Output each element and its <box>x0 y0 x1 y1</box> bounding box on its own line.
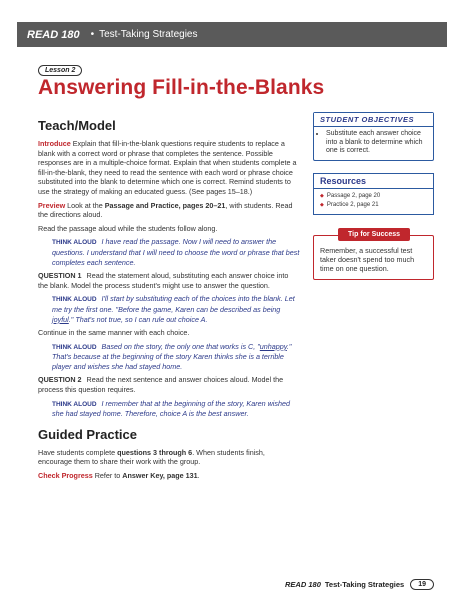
think-aloud-4-text: I remember that at the beginning of the story, Karen wished she had stayed home. Therefore, choice A is the best answer. <box>52 398 290 419</box>
preview-paragraph <box>38 201 300 220</box>
preview-label: Preview <box>38 200 66 210</box>
guided-paragraph <box>38 448 300 467</box>
header-brand: READ 180 <box>27 28 80 41</box>
resources-heading: Resources <box>314 174 433 189</box>
think-aloud-label: THINK ALOUD <box>52 296 97 304</box>
preview-text-b: , with students. Read the directions aloud. <box>38 200 293 220</box>
tip-text: Remember, a successful test taker doesn't spend too much time on one question. <box>320 245 415 273</box>
lesson-tag: Lesson 2 <box>38 65 82 76</box>
tip-badge: Tip for Success <box>338 228 410 241</box>
guided-practice-heading: Guided Practice <box>38 426 137 442</box>
objectives-list <box>314 130 433 156</box>
think-aloud-3-text-a: Based on the story, the only one that works is C, " <box>99 341 260 351</box>
footer-section: Test-Taking Strategies <box>324 579 405 589</box>
think-aloud-2-underlined: joyful <box>52 314 69 324</box>
page-number: 19 <box>410 579 434 590</box>
think-aloud-label: THINK ALOUD <box>52 400 97 408</box>
think-aloud-3-underlined: unhappy <box>259 341 287 351</box>
check-text-a: Refer to <box>92 471 123 481</box>
teach-model-heading: Teach/Model <box>38 118 116 133</box>
think-aloud-2-text-a: I'll start by substituting each of the choices into the blank. Let me try the first one. "Before the game, Karen can be described as being <box>52 294 295 314</box>
continue-paragraph: Continue in the same manner with each choice. <box>38 328 190 338</box>
preview-text-a: Look at the <box>65 200 105 210</box>
think-aloud-2-text-b: ." That's not true, so I can rule out choice A. <box>68 314 208 324</box>
think-aloud-1-text: I have read the passage. Now I will need to answer the questions. I understand that I will need to choose the word or phrase that best completes each sentence. <box>52 237 300 267</box>
preview-bold: Passage and Practice, pages 20–21 <box>104 200 226 210</box>
student-objectives-box <box>313 112 434 161</box>
think-aloud-label: THINK ALOUD <box>52 343 97 351</box>
resources-list <box>314 192 433 210</box>
page-title: Answering Fill-in-the-Blanks <box>38 76 325 99</box>
objectives-heading: STUDENT OBJECTIVES <box>314 113 433 127</box>
resource-item: ◆ Passage 2, page 20 <box>320 192 427 201</box>
objective-item: • Substitute each answer choice into a blank to determine which one is correct. <box>326 130 427 156</box>
think-aloud-4 <box>38 399 300 419</box>
question-1-paragraph <box>38 271 300 290</box>
question-2-paragraph <box>38 375 300 394</box>
main-content <box>38 118 300 485</box>
introduce-text: Explain that fill-in-the-blank questions require students to replace a blank with a correct word or phrase that completes the sentence. Possible responses are in a multiple-choice format. Explain that when students complete a fill-in-the-blank, they need to read the sentence with each word or phrase choice substituted into the blank to determine which one is correct. Remind students to use the strategy of making an educated guess. (See pages 15–18.) <box>38 139 297 196</box>
introduce-label: Introduce <box>38 139 71 148</box>
read-aloud-paragraph: Read the passage aloud while the students follow along. <box>38 223 218 233</box>
footer-brand: READ 180 <box>285 579 321 589</box>
question-1-text: Read the statement aloud, substituting each answer choice into the blank. Model the process student's might use to answer the question. <box>38 271 289 290</box>
sidebar <box>313 112 434 280</box>
running-header <box>17 22 447 47</box>
think-aloud-3 <box>38 342 300 372</box>
check-text-b: . <box>197 471 200 481</box>
guided-bold: questions 3 through 6 <box>117 447 193 457</box>
think-aloud-2 <box>38 294 300 324</box>
question-2-text: Read the next sentence and answer choices aloud. Model the process this question requires. <box>38 375 284 395</box>
check-bold: Answer Key, page 131 <box>122 471 198 481</box>
check-progress-paragraph <box>38 471 300 481</box>
guided-text-b: . When students finish, encourage them to share their work with the group. <box>38 447 265 467</box>
tip-for-success-box <box>313 230 434 280</box>
introduce-paragraph <box>38 139 300 197</box>
page-footer <box>230 576 434 592</box>
think-aloud-label: THINK ALOUD <box>52 239 97 247</box>
check-progress-label: Check Progress <box>38 471 93 481</box>
think-aloud-3-text-b: ." That's because at the beginning of the story Karen thinks she is a terrible player and wishes she had stayed home. <box>52 341 292 371</box>
question-2-label: QUESTION 2 <box>38 375 82 385</box>
guided-text-a: Have students complete <box>38 447 118 457</box>
resource-item: ◆ Practice 2, page 21 <box>320 201 427 210</box>
resources-box <box>313 173 434 215</box>
header-section: Test-Taking Strategies <box>99 29 198 40</box>
header-separator: • <box>90 29 95 40</box>
question-1-label: QUESTION 1 <box>38 271 82 281</box>
think-aloud-1 <box>38 237 300 267</box>
